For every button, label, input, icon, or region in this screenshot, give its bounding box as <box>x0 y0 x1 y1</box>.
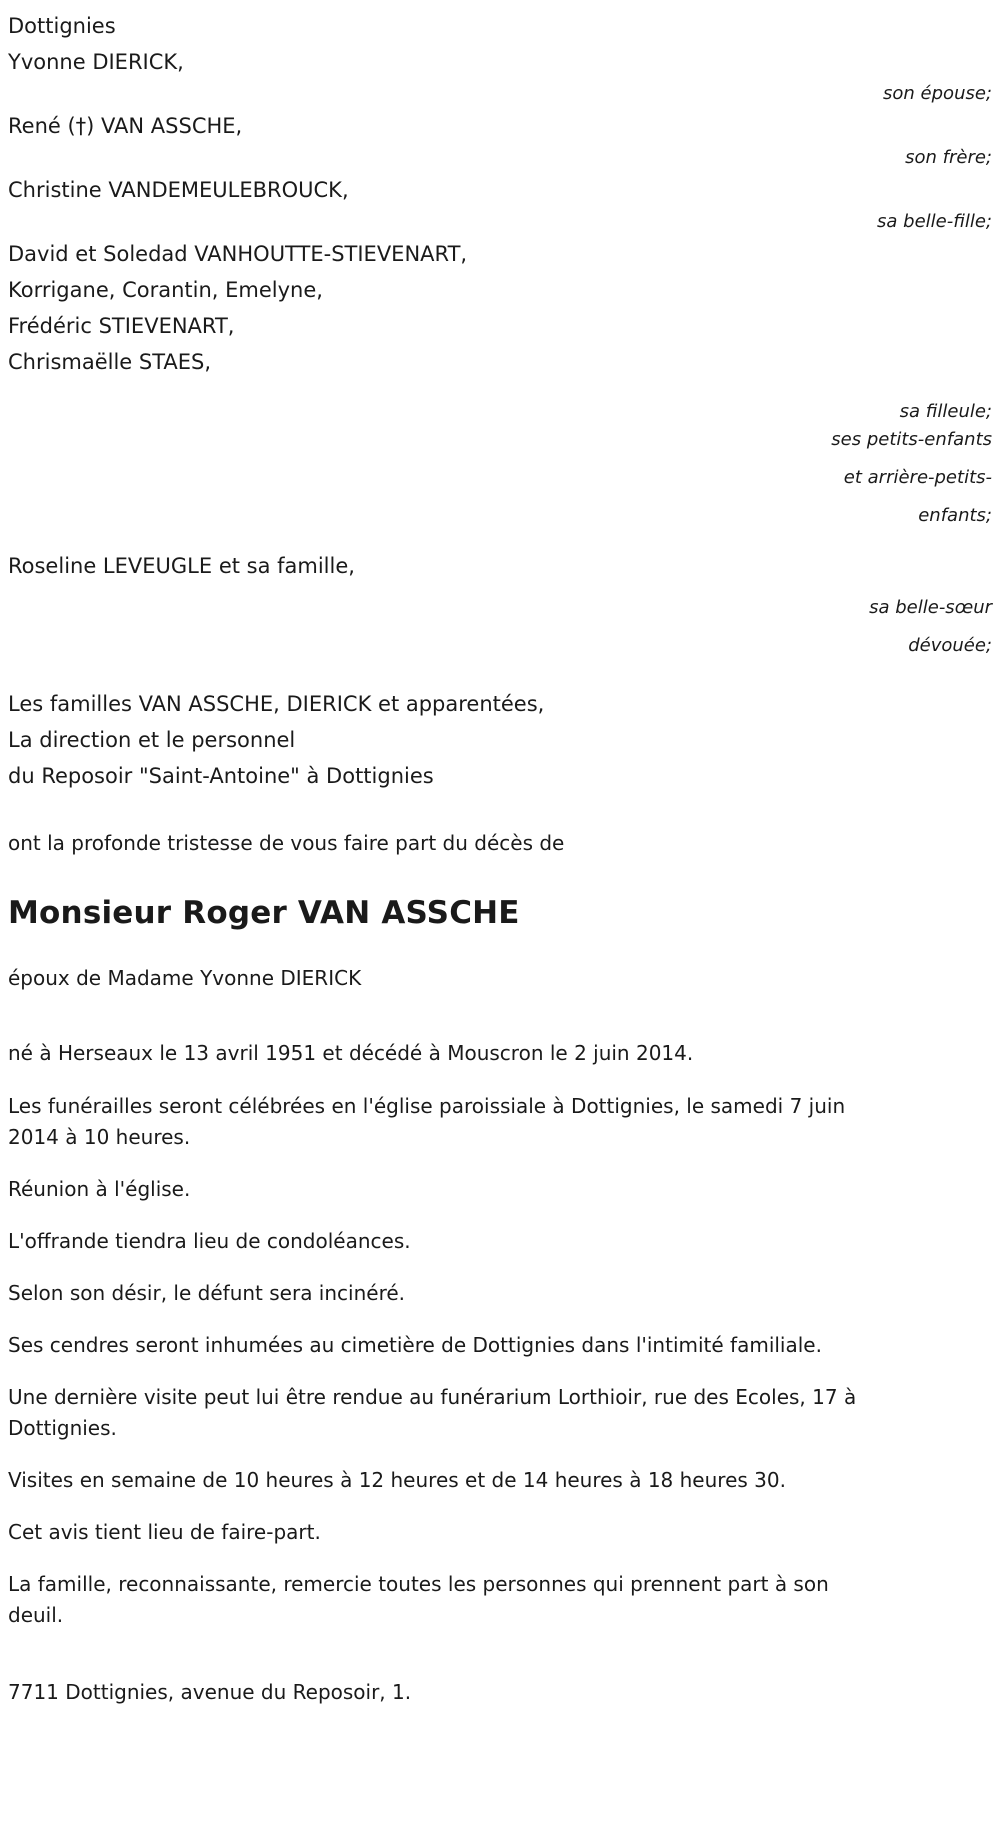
relation-group <box>8 236 992 530</box>
spacer <box>8 622 992 632</box>
spacer <box>8 492 992 502</box>
relation-label: sa belle-sœur <box>869 597 992 618</box>
relation-name: Frédéric STIEVENART, <box>8 314 235 338</box>
relation-label: sa filleule; <box>899 401 992 422</box>
locality-header: Dottignies <box>8 14 116 38</box>
detail-line: Visites en semaine de 10 heures à 12 heures et de 14 heures à 18 heures 30. <box>8 1468 786 1492</box>
detail-line: Les funérailles seront célébrées en l'église paroissiale à Dottignies, le samedi 7 juin 2014 à 10 heures. <box>8 1094 846 1149</box>
relation-label: dévouée; <box>908 635 992 656</box>
announcement-block <box>8 828 992 1069</box>
relation-name: Chrismaëlle STAES, <box>8 350 212 374</box>
relation-group <box>8 548 992 660</box>
relation-name: David et Soledad VANHOUTTE-STIEVENART, <box>8 242 468 266</box>
detail-line: Selon son désir, le défunt sera incinéré. <box>8 1281 406 1305</box>
birth-death-line: né à Herseaux le 13 avril 1951 et décédé à Mouscron le 2 juin 2014. <box>8 1041 694 1065</box>
relation-name: Christine VANDEMEULEBROUCK, <box>8 178 349 202</box>
relation-group <box>8 108 992 172</box>
relation-label: son épouse; <box>883 83 992 104</box>
address-line: 7711 Dottignies, avenue du Reposoir, 1. <box>8 1680 412 1704</box>
relation-label: sa belle-fille; <box>877 211 992 232</box>
spouse-of-line: époux de Madame Yvonne DIERICK <box>8 966 362 990</box>
spacer <box>8 454 992 464</box>
detail-line: La famille, reconnaissante, remercie toutes les personnes qui prennent part à son deuil. <box>8 1572 829 1627</box>
spacer <box>8 584 992 594</box>
relation-name: Les familles VAN ASSCHE, DIERICK et apparentées, <box>8 692 545 716</box>
relation-name: du Reposoir "Saint-Antoine" à Dottignies <box>8 764 434 788</box>
relation-group <box>8 686 992 794</box>
relation-name: Korrigane, Corantin, Emelyne, <box>8 278 323 302</box>
relation-label: son frère; <box>905 147 992 168</box>
detail-line: Réunion à l'église. <box>8 1177 191 1201</box>
detail-line: Ses cendres seront inhumées au cimetière de Dottignies dans l'intimité familiale. <box>8 1333 822 1357</box>
relation-group <box>8 172 992 236</box>
relation-name: René (†) VAN ASSCHE, <box>8 114 243 138</box>
detail-line: L'offrande tiendra lieu de condoléances. <box>8 1229 411 1253</box>
relations-block <box>8 8 992 794</box>
funeral-details-block <box>8 1091 992 1631</box>
relation-label: ses petits-enfants <box>831 429 992 450</box>
relation-label: enfants; <box>918 505 992 526</box>
relation-group <box>8 44 992 108</box>
spacer <box>8 380 992 398</box>
relation-name: Roseline LEVEUGLE et sa famille, <box>8 554 355 578</box>
spacer <box>8 660 992 686</box>
relation-name: Yvonne DIERICK, <box>8 50 184 74</box>
detail-line: Une dernière visite peut lui être rendue au funérarium Lorthioir, rue des Ecoles, 17 à Dottignies. <box>8 1385 857 1440</box>
deceased-name: Monsieur Roger VAN ASSCHE <box>8 895 520 931</box>
spacer <box>8 530 992 548</box>
detail-line: Cet avis tient lieu de faire-part. <box>8 1520 321 1544</box>
relation-name: La direction et le personnel <box>8 728 296 752</box>
announcement-intro: ont la profonde tristesse de vous faire part du décès de <box>8 831 565 855</box>
relation-label: et arrière-petits- <box>843 467 992 488</box>
